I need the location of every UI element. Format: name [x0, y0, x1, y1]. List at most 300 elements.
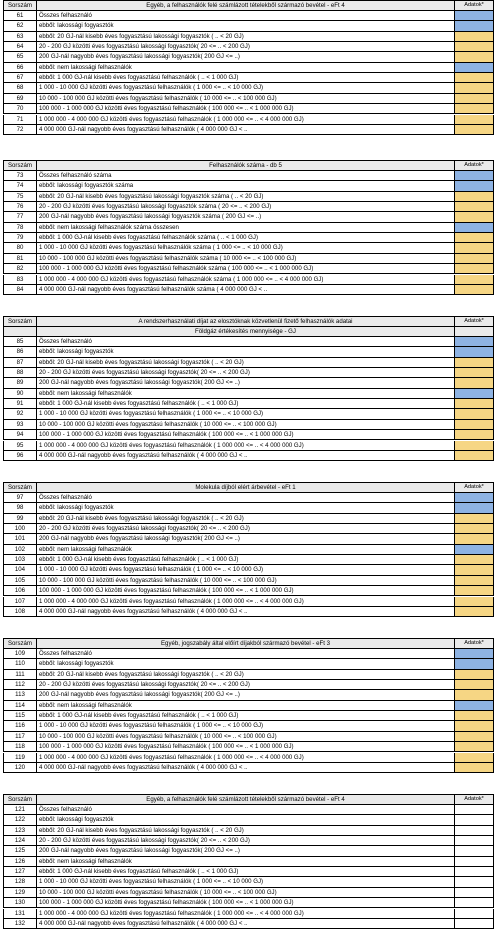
table-row: [3, 919, 494, 929]
data-input-cell[interactable]: [454, 451, 494, 461]
table-row: [3, 389, 494, 399]
table-row: [3, 212, 494, 222]
data-input-cell[interactable]: [454, 503, 494, 513]
row-description: ebből: 20 GJ-nál kisebb éves fogyasztású lakossági fogyasztók ( .. < 20 GJ): [36, 358, 454, 368]
row-number: 122: [3, 815, 36, 825]
subheader-empty-cell: [454, 327, 494, 337]
table-row: [3, 368, 494, 378]
row-description: ebből: lakossági fogyasztók: [36, 21, 454, 31]
row-description: 100 000 - 1 000 000 GJ közötti éves fogyasztású felhasználók ( 100 000 <= .. < 1 000 000 GJ): [36, 898, 454, 908]
table-row: [3, 753, 494, 763]
row-number: 115: [3, 711, 36, 721]
data-input-cell[interactable]: [454, 104, 494, 114]
data-input-cell[interactable]: [454, 42, 494, 52]
table-row: [3, 826, 494, 836]
data-input-cell[interactable]: [454, 586, 494, 596]
table-row: [3, 607, 494, 617]
row-number: 119: [3, 753, 36, 763]
row-number: 77: [3, 212, 36, 222]
table-row: [3, 243, 494, 253]
data-input-cell[interactable]: [454, 836, 494, 846]
table-row: [3, 763, 494, 773]
table-row: [3, 909, 494, 919]
row-description: Összes felhasználó: [36, 649, 454, 659]
row-number: 132: [3, 919, 36, 929]
row-number: 73: [3, 171, 36, 181]
column-header-adatok: Adatok*: [454, 160, 494, 171]
row-description: 4 000 000 GJ-nál nagyobb éves fogyasztású felhasználók ( 4 000 000 GJ < ..: [36, 125, 454, 135]
data-input-cell[interactable]: [454, 430, 494, 440]
data-input-cell[interactable]: [454, 555, 494, 565]
row-number: 108: [3, 607, 36, 617]
data-input-cell[interactable]: [454, 867, 494, 877]
data-input-cell[interactable]: [454, 63, 494, 73]
column-header-adatok: Adatok*: [454, 0, 494, 11]
table-row: [3, 867, 494, 877]
row-number: 69: [3, 94, 36, 104]
row-number: 82: [3, 264, 36, 274]
table-row: [3, 337, 494, 347]
row-number: 120: [3, 763, 36, 773]
table-row: [3, 555, 494, 565]
subheader-empty-cell: [3, 327, 36, 337]
data-input-cell[interactable]: [454, 21, 494, 31]
row-description: 200 GJ-nál nagyobb éves fogyasztású lakossági fogyasztók( 200 GJ <= ..): [36, 690, 454, 700]
row-number: 66: [3, 63, 36, 73]
table-row: [3, 285, 494, 295]
table-row: [3, 701, 494, 711]
table-row: [3, 493, 494, 503]
data-input-cell[interactable]: [454, 243, 494, 253]
table-row: [3, 721, 494, 731]
table-row: [3, 378, 494, 388]
row-description: ebből: lakossági fogyasztók: [36, 815, 454, 825]
table-row: [3, 846, 494, 856]
table-row: [3, 254, 494, 264]
row-description: 4 000 000 GJ-nál nagyobb éves fogyasztású felhasználók ( 4 000 000 GJ < ..: [36, 919, 454, 929]
row-description: 20 - 200 GJ közötti éves fogyasztású lakossági fogyasztók( 20 <= .. < 200 GJ): [36, 524, 454, 534]
row-description: Összes felhasználó: [36, 11, 454, 21]
row-description: 1 000 - 10 000 GJ közötti éves fogyasztású felhasználók ( 1 000 <= .. < 10 000 GJ): [36, 877, 454, 887]
data-input-cell[interactable]: [454, 368, 494, 378]
data-input-cell[interactable]: [454, 649, 494, 659]
table-row: [3, 670, 494, 680]
row-description: 1 000 000 - 4 000 000 GJ közötti éves fogyasztású felhasználók ( 1 000 000 <= .. < 4 000 000 GJ): [36, 115, 454, 125]
row-description: 1 000 - 10 000 GJ közötti éves fogyasztású felhasználók ( 1 000 <= .. < 10 000 GJ): [36, 83, 454, 93]
section-header: [3, 482, 494, 493]
row-description: 1 000 000 - 4 000 000 GJ közötti éves fogyasztású felhasználók ( 1 000 000 <= .. < 4 000 000 GJ): [36, 441, 454, 451]
row-description: ebből: 1 000 GJ-nál kisebb éves fogyasztású felhasználók ( .. < 1 000 GJ): [36, 867, 454, 877]
row-number: 94: [3, 430, 36, 440]
row-description: ebből: 20 GJ-nál kisebb éves fogyasztású lakossági fogyasztók ( .. < 20 GJ): [36, 826, 454, 836]
row-number: 99: [3, 514, 36, 524]
row-description: ebből: nem lakossági felhasználók: [36, 389, 454, 399]
row-description: ebből: nem lakossági felhasználók: [36, 63, 454, 73]
table-row: [3, 63, 494, 73]
table-row: [3, 711, 494, 721]
row-description: ebből: nem lakossági felhasználók: [36, 857, 454, 867]
row-description: 1 000 - 10 000 GJ közötti éves fogyasztású felhasználók száma ( 1 000 <= .. < 10 000 GJ): [36, 243, 454, 253]
table-row: [3, 732, 494, 742]
data-input-cell[interactable]: [454, 115, 494, 125]
table-row: [3, 115, 494, 125]
data-input-cell[interactable]: [454, 212, 494, 222]
table-row: [3, 597, 494, 607]
data-input-cell[interactable]: [454, 680, 494, 690]
row-description: 10 000 - 100 000 GJ közötti éves fogyasztású felhasználók ( 10 000 <= .. < 100 000 GJ): [36, 732, 454, 742]
row-number: 89: [3, 378, 36, 388]
table-row: [3, 690, 494, 700]
row-description: 20 - 200 GJ közötti éves fogyasztású lakossági fogyasztók száma ( 20 <= .. < 200 GJ): [36, 202, 454, 212]
row-description: Összes felhasználó: [36, 493, 454, 503]
row-number: 83: [3, 275, 36, 285]
row-description: 200 GJ-nál nagyobb éves fogyasztású lakossági fogyasztók( 200 GJ <= ..): [36, 52, 454, 62]
column-header-adatok: Adatok*: [454, 316, 494, 327]
row-description: ebből: 1 000 GJ-nál kisebb éves fogyasztású felhasználók száma ( .. < 1 000 GJ): [36, 233, 454, 243]
section-title: A rendszerhasználati díjat az elosztóknak közvetlenül fizető felhasználók adatai: [36, 316, 454, 327]
row-description: 4 000 000 GJ-nál nagyobb éves fogyasztású felhasználók száma ( 4 000 000 GJ < ..: [36, 285, 454, 295]
data-input-cell[interactable]: [454, 815, 494, 825]
row-description: ebből: lakossági fogyasztók: [36, 659, 454, 669]
row-number: 100: [3, 524, 36, 534]
row-number: 96: [3, 451, 36, 461]
row-description: 20 - 200 GJ közötti éves fogyasztású lakossági fogyasztók( 20 <= .. < 200 GJ): [36, 368, 454, 378]
table-row: [3, 223, 494, 233]
row-number: 129: [3, 888, 36, 898]
table-row: [3, 94, 494, 104]
row-number: 78: [3, 223, 36, 233]
row-number: 80: [3, 243, 36, 253]
table-row: [3, 503, 494, 513]
section-title: Egyéb, a felhasználók felé számlázott tételekből származó bevétel - eFt 4: [36, 794, 454, 805]
row-number: 109: [3, 649, 36, 659]
column-header-sorszam: Sorszám: [3, 482, 36, 493]
table-row: [3, 399, 494, 409]
section-header: [3, 160, 494, 171]
table-row: [3, 441, 494, 451]
row-description: Összes felhasználó: [36, 337, 454, 347]
data-input-cell[interactable]: [454, 32, 494, 42]
row-number: 130: [3, 898, 36, 908]
row-number: 114: [3, 701, 36, 711]
row-number: 81: [3, 254, 36, 264]
row-description: ebből: 20 GJ-nál kisebb éves fogyasztású lakossági fogyasztók ( .. < 20 GJ): [36, 32, 454, 42]
column-header-sorszam: Sorszám: [3, 316, 36, 327]
section-title: Egyéb, jogszabály által előírt díjakból származó bevétel - eFt 3: [36, 638, 454, 649]
table-row: [3, 576, 494, 586]
row-number: 125: [3, 846, 36, 856]
data-input-cell[interactable]: [454, 565, 494, 575]
row-description: 100 000 - 1 000 000 GJ közötti éves fogyasztású felhasználók ( 100 000 <= .. < 1 000 000 GJ): [36, 430, 454, 440]
data-input-cell[interactable]: [454, 420, 494, 430]
table-row: [3, 275, 494, 285]
table-row: [3, 888, 494, 898]
data-input-cell[interactable]: [454, 125, 494, 135]
data-input-cell[interactable]: [454, 711, 494, 721]
table-row: [3, 545, 494, 555]
table-row: [3, 171, 494, 181]
data-input-cell[interactable]: [454, 223, 494, 233]
data-input-cell[interactable]: [454, 409, 494, 419]
row-description: Összes felhasználó: [36, 805, 454, 815]
table-row: [3, 42, 494, 52]
row-number: 72: [3, 125, 36, 135]
table-row: [3, 680, 494, 690]
row-number: 111: [3, 670, 36, 680]
row-number: 106: [3, 586, 36, 596]
row-description: ebből: 1 000 GJ-nál kisebb éves fogyasztású felhasználók ( .. < 1 000 GJ): [36, 399, 454, 409]
row-number: 107: [3, 597, 36, 607]
data-input-cell[interactable]: [454, 11, 494, 21]
row-description: 1 000 000 - 4 000 000 GJ közötti éves fogyasztású felhasználók ( 1 000 000 <= .. < 4 000 000 GJ): [36, 597, 454, 607]
row-number: 64: [3, 42, 36, 52]
data-input-cell[interactable]: [454, 826, 494, 836]
table-row: [3, 805, 494, 815]
data-input-cell[interactable]: [454, 877, 494, 887]
data-input-cell[interactable]: [454, 690, 494, 700]
row-number: 128: [3, 877, 36, 887]
data-input-cell[interactable]: [454, 94, 494, 104]
row-number: 124: [3, 836, 36, 846]
data-input-cell[interactable]: [454, 576, 494, 586]
row-number: 103: [3, 555, 36, 565]
row-description: 100 000 - 1 000 000 GJ közötti éves fogyasztású felhasználók száma ( 100 000 <= .. < 1 000 000 GJ): [36, 264, 454, 274]
row-number: 65: [3, 52, 36, 62]
row-number: 86: [3, 347, 36, 357]
data-input-cell[interactable]: [454, 534, 494, 544]
table-row: [3, 877, 494, 887]
row-description: 200 GJ-nál nagyobb éves fogyasztású lakossági fogyasztók( 200 GJ <= ..): [36, 534, 454, 544]
row-number: 91: [3, 399, 36, 409]
data-input-cell[interactable]: [454, 805, 494, 815]
section-header: [3, 794, 494, 805]
table-row: [3, 52, 494, 62]
row-description: 10 000 - 100 000 GJ közötti éves fogyasztású felhasználók ( 10 000 <= .. < 100 000 GJ): [36, 420, 454, 430]
data-input-cell[interactable]: [454, 83, 494, 93]
row-number: 92: [3, 409, 36, 419]
row-description: ebből: 1 000 GJ-nál kisebb éves fogyasztású felhasználók ( .. < 1 000 GJ): [36, 555, 454, 565]
table-row: [3, 233, 494, 243]
row-description: ebből: nem lakossági felhasználók száma összesen: [36, 223, 454, 233]
row-number: 102: [3, 545, 36, 555]
row-number: 75: [3, 192, 36, 202]
data-input-cell[interactable]: [454, 192, 494, 202]
row-number: 118: [3, 742, 36, 752]
row-number: 71: [3, 115, 36, 125]
data-input-cell[interactable]: [454, 254, 494, 264]
data-input-cell[interactable]: [454, 73, 494, 83]
data-input-cell[interactable]: [454, 742, 494, 752]
row-number: 121: [3, 805, 36, 815]
row-description: ebből: 20 GJ-nál kisebb éves fogyasztású lakossági fogyasztók száma ( .. < 20 GJ): [36, 192, 454, 202]
data-input-cell[interactable]: [454, 670, 494, 680]
table-row: [3, 565, 494, 575]
row-description: 10 000 - 100 000 GJ közötti éves fogyasztású felhasználók ( 10 000 <= .. < 100 000 GJ): [36, 888, 454, 898]
row-description: ebből: lakossági fogyasztók száma: [36, 181, 454, 191]
table-row: [3, 586, 494, 596]
column-header-adatok: Adatok*: [454, 638, 494, 649]
section-header: [3, 316, 494, 327]
column-header-adatok: Adatok*: [454, 482, 494, 493]
row-number: 112: [3, 680, 36, 690]
data-input-cell[interactable]: [454, 378, 494, 388]
row-number: 67: [3, 73, 36, 83]
table-row: [3, 409, 494, 419]
row-number: 110: [3, 659, 36, 669]
row-number: 63: [3, 32, 36, 42]
row-description: 200 GJ-nál nagyobb éves fogyasztású lakossági fogyasztók( 200 GJ <= ..): [36, 846, 454, 856]
row-description: 1 000 - 10 000 GJ közötti éves fogyasztású felhasználók ( 1 000 <= .. < 10 000 GJ): [36, 721, 454, 731]
row-number: 68: [3, 83, 36, 93]
row-description: ebből: 1 000 GJ-nál kisebb éves fogyasztású felhasználók ( .. < 1 000 GJ): [36, 73, 454, 83]
row-description: 4 000 000 GJ-nál nagyobb éves fogyasztású felhasználók ( 4 000 000 GJ < ..: [36, 763, 454, 773]
table-row: [3, 524, 494, 534]
section-title: Molekula díjból elért árbevétel - eFt 1: [36, 482, 454, 493]
row-number: 126: [3, 857, 36, 867]
table-row: [3, 32, 494, 42]
table-row: [3, 420, 494, 430]
data-input-cell[interactable]: [454, 909, 494, 919]
row-number: 113: [3, 690, 36, 700]
data-input-cell[interactable]: [454, 493, 494, 503]
row-number: 117: [3, 732, 36, 742]
data-input-cell[interactable]: [454, 545, 494, 555]
table-row: [3, 857, 494, 867]
row-number: 123: [3, 826, 36, 836]
data-input-cell[interactable]: [454, 275, 494, 285]
data-input-cell[interactable]: [454, 659, 494, 669]
row-number: 62: [3, 21, 36, 31]
row-description: ebből: nem lakossági felhasználók: [36, 701, 454, 711]
data-input-cell[interactable]: [454, 514, 494, 524]
row-number: 85: [3, 337, 36, 347]
table-row: [3, 430, 494, 440]
row-number: 87: [3, 358, 36, 368]
table-row: [3, 742, 494, 752]
row-number: 74: [3, 181, 36, 191]
data-input-cell[interactable]: [454, 898, 494, 908]
data-input-cell[interactable]: [454, 888, 494, 898]
row-number: 116: [3, 721, 36, 731]
table-row: [3, 514, 494, 524]
table-row: [3, 83, 494, 93]
data-input-cell[interactable]: [454, 846, 494, 856]
row-number: 90: [3, 389, 36, 399]
data-input-cell[interactable]: [454, 399, 494, 409]
data-input-cell[interactable]: [454, 753, 494, 763]
table-row: [3, 21, 494, 31]
column-header-adatok: Adatok*: [454, 794, 494, 805]
column-header-sorszam: Sorszám: [3, 638, 36, 649]
row-description: 10 000 - 100 000 GJ közötti éves fogyasztású felhasználók ( 10 000 <= .. < 100 000 GJ): [36, 94, 454, 104]
row-number: 79: [3, 233, 36, 243]
table-row: [3, 181, 494, 191]
table-row: [3, 898, 494, 908]
data-input-cell[interactable]: [454, 181, 494, 191]
table-row: [3, 358, 494, 368]
row-description: ebből: nem lakossági felhasználók: [36, 545, 454, 555]
table-row: [3, 347, 494, 357]
row-description: ebből: lakossági fogyasztók: [36, 347, 454, 357]
row-description: 1 000 - 10 000 GJ közötti éves fogyasztású felhasználók ( 1 000 <= .. < 10 000 GJ): [36, 565, 454, 575]
table-row: [3, 649, 494, 659]
section-subheader: [3, 327, 494, 337]
table-row: [3, 192, 494, 202]
table-row: [3, 104, 494, 114]
data-input-cell[interactable]: [454, 347, 494, 357]
section-subtitle: Földgáz értékesítés mennyisége - GJ: [36, 327, 454, 337]
row-description: 4 000 000 GJ-nál nagyobb éves fogyasztású felhasználók ( 4 000 000 GJ < ..: [36, 451, 454, 461]
data-input-cell[interactable]: [454, 264, 494, 274]
row-description: 100 000 - 1 000 000 GJ közötti éves fogyasztású felhasználók ( 100 000 <= .. < 1 000 000 GJ): [36, 104, 454, 114]
row-description: 100 000 - 1 000 000 GJ közötti éves fogyasztású felhasználók ( 100 000 <= .. < 1 000 000 GJ): [36, 742, 454, 752]
data-input-cell[interactable]: [454, 763, 494, 773]
row-description: Összes felhasználó száma: [36, 171, 454, 181]
row-number: 84: [3, 285, 36, 295]
row-number: 61: [3, 11, 36, 21]
row-description: 100 000 - 1 000 000 GJ közötti éves fogyasztású felhasználók ( 100 000 <= .. < 1 000 000 GJ): [36, 586, 454, 596]
row-description: 200 GJ-nál nagyobb éves fogyasztású lakossági fogyasztók száma ( 200 GJ <= ..): [36, 212, 454, 222]
data-input-cell[interactable]: [454, 337, 494, 347]
table-row: [3, 451, 494, 461]
table-row: [3, 202, 494, 212]
data-input-cell[interactable]: [454, 732, 494, 742]
data-input-cell[interactable]: [454, 721, 494, 731]
row-description: 1 000 000 - 4 000 000 GJ közötti éves fogyasztású felhasználók ( 1 000 000 <= .. < 4 000 000 GJ): [36, 753, 454, 763]
data-input-cell[interactable]: [454, 358, 494, 368]
data-input-cell[interactable]: [454, 524, 494, 534]
data-input-cell[interactable]: [454, 441, 494, 451]
data-input-cell[interactable]: [454, 171, 494, 181]
row-number: 97: [3, 493, 36, 503]
data-input-cell[interactable]: [454, 285, 494, 295]
table-row: [3, 659, 494, 669]
row-description: 20 - 200 GJ közötti éves fogyasztású lakossági fogyasztók( 20 <= .. < 200 GJ): [36, 836, 454, 846]
row-description: 1 000 - 10 000 GJ közötti éves fogyasztású felhasználók ( 1 000 <= .. < 10 000 GJ): [36, 409, 454, 419]
section-title: Egyéb, a felhasználók felé számlázott tételekből származó bevétel - eFt 4: [36, 0, 454, 11]
row-description: ebből: 20 GJ-nál kisebb éves fogyasztású lakossági fogyasztók ( .. < 20 GJ): [36, 514, 454, 524]
data-input-cell[interactable]: [454, 919, 494, 929]
table-row: [3, 264, 494, 274]
column-header-sorszam: Sorszám: [3, 0, 36, 11]
row-number: 93: [3, 420, 36, 430]
data-input-cell[interactable]: [454, 52, 494, 62]
table-row: [3, 836, 494, 846]
row-description: 1 000 000 - 4 000 000 GJ közötti éves fogyasztású felhasználók ( 1 000 000 <= .. < 4 000 000 GJ): [36, 909, 454, 919]
data-input-cell[interactable]: [454, 597, 494, 607]
data-input-cell[interactable]: [454, 202, 494, 212]
data-input-cell[interactable]: [454, 701, 494, 711]
table-row: [3, 11, 494, 21]
table-row: [3, 73, 494, 83]
table-row: [3, 534, 494, 544]
data-input-cell[interactable]: [454, 233, 494, 243]
data-input-cell[interactable]: [454, 857, 494, 867]
data-input-cell[interactable]: [454, 607, 494, 617]
row-number: 104: [3, 565, 36, 575]
column-header-sorszam: Sorszám: [3, 160, 36, 171]
row-description: 1 000 000 - 4 000 000 GJ közötti éves fogyasztású felhasználók száma ( 1 000 000 <= .. < 4 000 000 GJ): [36, 275, 454, 285]
column-header-sorszam: Sorszám: [3, 794, 36, 805]
section-header: [3, 0, 494, 11]
row-description: ebből: 1 000 GJ-nál kisebb éves fogyasztású felhasználók ( .. < 1 000 GJ): [36, 711, 454, 721]
row-description: 4 000 000 GJ-nál nagyobb éves fogyasztású felhasználók ( 4 000 000 GJ < ..: [36, 607, 454, 617]
row-number: 131: [3, 909, 36, 919]
data-input-cell[interactable]: [454, 389, 494, 399]
row-description: 20 - 200 GJ közötti éves fogyasztású lakossági fogyasztók( 20 <= .. < 200 GJ): [36, 42, 454, 52]
row-number: 95: [3, 441, 36, 451]
row-number: 105: [3, 576, 36, 586]
